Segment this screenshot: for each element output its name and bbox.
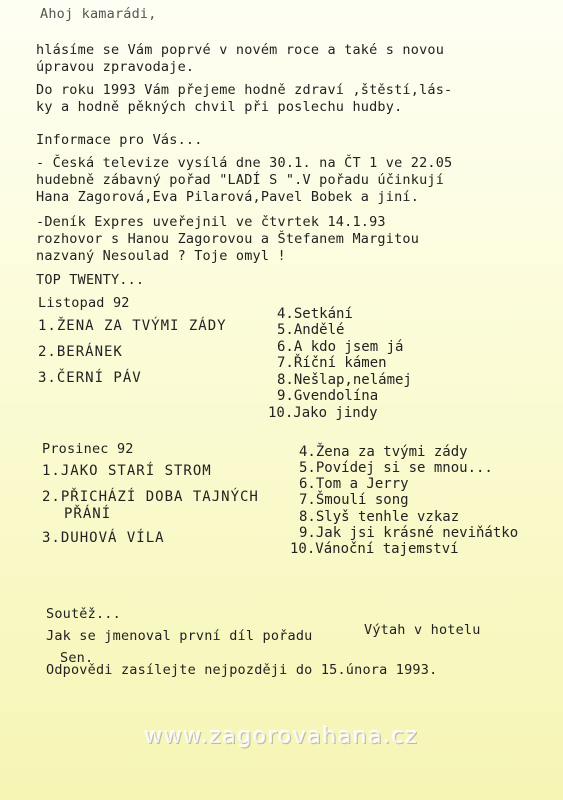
- contest-question: Sen.: [60, 650, 94, 666]
- contest-deadline: Odpovědi zasílejte nejpozději do 15.února 1993.: [46, 662, 438, 678]
- wishes-line: ky a hodně pěkných chvil při poslechu hudby.: [36, 99, 403, 115]
- list-item: 1.JAKO STARÍ STROM: [42, 463, 212, 479]
- list-item: 5.Povídej si se mnou...: [299, 460, 493, 476]
- list-item: PŘÁNÍ: [64, 506, 112, 522]
- greeting-line: hlásíme se Vám poprvé v novém roce a také s novou: [36, 42, 445, 58]
- list-item: 4.Setkání: [277, 306, 353, 322]
- wishes-line: Do roku 1993 Vám přejeme hodně zdraví ,štěstí,lás-: [36, 82, 453, 98]
- list-item: 9.Jak jsi krásné neviňátko: [299, 525, 519, 541]
- contest-question: Jak se jmenoval první díl pořadu: [46, 628, 313, 644]
- list-item: 2.PŘICHÁZÍ DOBA TAJNÝCH: [42, 489, 259, 505]
- list-item: 3.DUHOVÁ VÍLA: [42, 530, 165, 546]
- info-line: Hana Zagorová,Eva Pilarová,Pavel Bobek a jiní.: [36, 189, 420, 205]
- list-item: 7.Říční kámen: [277, 355, 387, 371]
- contest-question: Výtah v hotelu: [364, 622, 481, 638]
- list-item: 10.Jako jindy: [268, 405, 378, 421]
- info-line: -Deník Expres uveřejnil ve čtvrtek 14.1.93: [36, 214, 386, 230]
- list-item: 9.Gvendolína: [277, 388, 379, 404]
- list-item: 10.Vánoční tajemství: [290, 541, 459, 557]
- info-line: rozhovor s Hanou Zagorovou a Štefanem Margitou: [36, 231, 420, 247]
- list-item: 3.ČERNÍ PÁV: [38, 370, 142, 386]
- list-item: 5.Andělé: [277, 322, 345, 338]
- list-item: 6.A kdo jsem já: [277, 339, 404, 355]
- list-item: 2.BERÁNEK: [38, 344, 123, 360]
- watermark: www.zagorovahana.cz: [144, 724, 419, 749]
- december-title: Prosinec 92: [42, 441, 134, 457]
- info-line: hudebně zábavný pořad "LADÍ S ".V pořadu účinkují: [36, 172, 445, 188]
- november-title: Listopad 92: [38, 295, 130, 311]
- info-line: nazvaný Nesoulad ? Toje omyl !: [36, 248, 286, 264]
- list-item: 7.Šmoulí song: [299, 492, 409, 508]
- list-item: 8.Slyš tenhle vzkaz: [299, 509, 460, 525]
- list-item: 1.ŽENA ZA TVÝMI ZÁDY: [38, 318, 227, 334]
- list-item: 8.Nešlap,nelámej: [277, 372, 412, 388]
- info-heading: Informace pro Vás...: [36, 132, 203, 148]
- greeting-line: Ahoj kamarádi,: [40, 6, 157, 22]
- greeting-line: úpravou zpravodaje.: [36, 59, 195, 75]
- info-line: - Česká televize vysílá dne 30.1. na ČT 1 ve 22.05: [36, 155, 453, 171]
- contest-heading: Soutěž...: [46, 606, 121, 622]
- list-item: 6.Tom a Jerry: [299, 476, 409, 492]
- top-twenty-heading: TOP TWENTY...: [36, 272, 145, 288]
- list-item: 4.Žena za tvými zády: [299, 444, 468, 460]
